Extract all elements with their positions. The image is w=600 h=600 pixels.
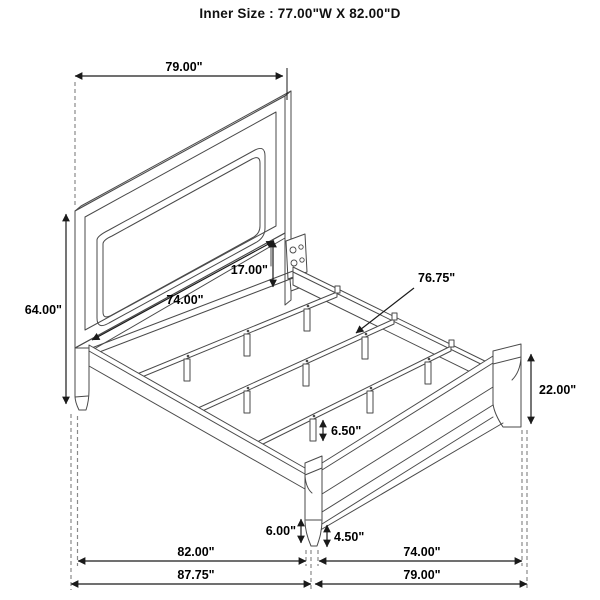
dim-footboard-leg-height xyxy=(266,519,301,543)
dim-label: 6.00" xyxy=(265,524,296,538)
dim-headboard-height xyxy=(25,214,66,404)
dim-label: 87.75" xyxy=(177,568,215,582)
dim-label: 4.50" xyxy=(334,530,365,544)
dim-label: 79.00" xyxy=(165,60,203,74)
dim-slat-leg-height xyxy=(323,420,361,441)
support-leg xyxy=(310,419,316,441)
dim-label: 79.00" xyxy=(403,568,441,582)
dim-label: 74.00" xyxy=(403,545,441,559)
support-leg xyxy=(184,359,190,381)
dim-footboard-outer-width xyxy=(315,568,527,584)
support-leg xyxy=(244,391,250,413)
dim-depth-outer xyxy=(71,568,311,584)
support-leg xyxy=(362,337,368,359)
dim-label: 22.00" xyxy=(539,383,577,397)
dim-depth-inner xyxy=(78,545,306,561)
dim-label: 76.75" xyxy=(418,271,456,285)
dim-label: 17.00" xyxy=(230,263,268,277)
support-leg xyxy=(367,391,373,413)
dim-footboard-height xyxy=(531,354,576,424)
headboard-left-leg xyxy=(75,348,89,410)
dim-label: 64.00" xyxy=(24,303,62,317)
support-leg xyxy=(425,362,431,384)
dim-label: 6.50" xyxy=(331,424,362,438)
diagram-title: Inner Size : 77.00"W X 82.00"D xyxy=(199,6,401,21)
support-leg xyxy=(304,309,310,331)
dim-footboard-inner-width xyxy=(319,545,522,561)
extension-lines xyxy=(71,82,527,590)
support-leg xyxy=(244,334,250,356)
footboard xyxy=(305,344,521,546)
support-leg xyxy=(303,364,309,386)
dim-footboard-foot-height xyxy=(327,525,364,547)
near-side-rail xyxy=(89,345,305,489)
headboard-panel-face xyxy=(75,96,285,348)
dim-headboard-width xyxy=(75,60,287,100)
dim-label: 74.00" xyxy=(166,293,204,307)
footboard-far-leg xyxy=(493,344,521,427)
dim-label: 82.00" xyxy=(177,545,215,559)
